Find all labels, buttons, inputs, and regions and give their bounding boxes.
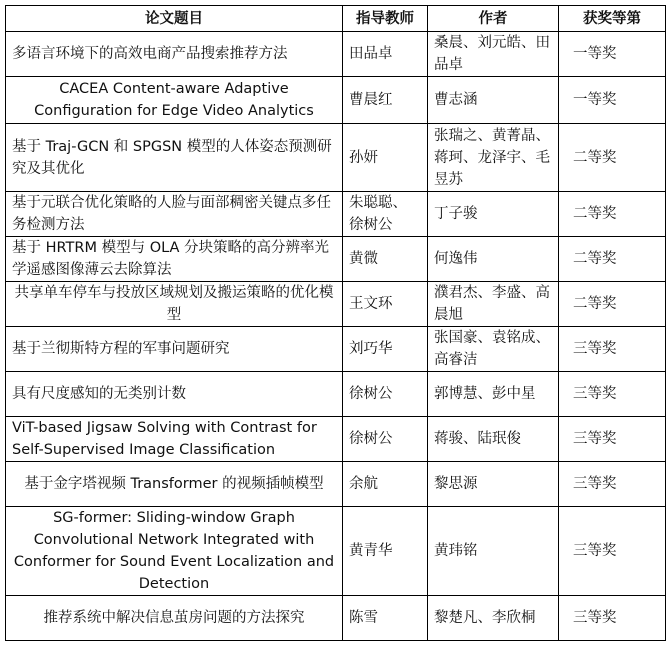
authors-cell: 丁子骏 (428, 192, 559, 237)
paper-title-cell: 推荐系统中解决信息茧房问题的方法探究 (6, 596, 343, 641)
authors-cell: 濮君杰、李盛、高晨旭 (428, 282, 559, 327)
authors-cell: 张国豪、袁铭成、高睿洁 (428, 327, 559, 372)
award-cell: 二等奖 (559, 282, 666, 327)
paper-title-cell: 基于元联合优化策略的人脸与面部稠密关键点多任务检测方法 (6, 192, 343, 237)
authors-cell: 桑晨、刘元皓、田品卓 (428, 32, 559, 77)
advisor-cell: 黄微 (343, 237, 428, 282)
table-row (6, 282, 666, 327)
advisor-cell: 徐树公 (343, 417, 428, 462)
table-row (6, 192, 666, 237)
advisor-cell: 徐树公 (343, 372, 428, 417)
table-row (6, 124, 666, 192)
advisor-cell: 朱聪聪、徐树公 (343, 192, 428, 237)
table-row (6, 237, 666, 282)
table-row (6, 417, 666, 462)
paper-title-cell: 共享单车停车与投放区域规划及搬运策略的优化模型 (6, 282, 343, 327)
authors-cell: 曹志涵 (428, 77, 559, 124)
advisor-cell: 陈雪 (343, 596, 428, 641)
award-cell: 三等奖 (559, 417, 666, 462)
award-cell: 二等奖 (559, 124, 666, 192)
table-row (6, 596, 666, 641)
paper-title-cell: SG-former: Sliding-window Graph Convolutional Network Integrated with Conformer for Sound Event Localization and Detection (6, 507, 343, 596)
header-award: 获奖等第 (559, 6, 666, 32)
authors-cell: 何逸伟 (428, 237, 559, 282)
award-cell: 二等奖 (559, 192, 666, 237)
advisor-cell: 刘巧华 (343, 327, 428, 372)
award-cell: 三等奖 (559, 462, 666, 507)
advisor-cell: 田品卓 (343, 32, 428, 77)
paper-title-cell: 基于 Traj-GCN 和 SPGSN 模型的人体姿态预测研究及其优化 (6, 124, 343, 192)
authors-cell: 郭博慧、彭中星 (428, 372, 559, 417)
award-cell: 三等奖 (559, 372, 666, 417)
advisor-cell: 黄青华 (343, 507, 428, 596)
table-row (6, 507, 666, 596)
paper-title-cell: 多语言环境下的高效电商产品搜索推荐方法 (6, 32, 343, 77)
paper-title-cell: 基于金字塔视频 Transformer 的视频插帧模型 (6, 462, 343, 507)
header-advisor: 指导教师 (343, 6, 428, 32)
paper-title-cell: ViT-based Jigsaw Solving with Contrast for Self-Supervised Image Classification (6, 417, 343, 462)
authors-cell: 张瑞之、黄菁晶、蒋珂、龙泽宇、毛昱苏 (428, 124, 559, 192)
header-authors: 作者 (428, 6, 559, 32)
table-row (6, 327, 666, 372)
table-body (6, 32, 666, 641)
table-row (6, 77, 666, 124)
paper-title-cell: 具有尺度感知的无类别计数 (6, 372, 343, 417)
header-title: 论文题目 (6, 6, 343, 32)
table-row (6, 372, 666, 417)
authors-cell: 黎思源 (428, 462, 559, 507)
paper-title-cell: CACEA Content-aware Adaptive Configuration for Edge Video Analytics (6, 77, 343, 124)
table-row (6, 32, 666, 77)
award-cell: 一等奖 (559, 77, 666, 124)
award-cell: 三等奖 (559, 327, 666, 372)
award-cell: 一等奖 (559, 32, 666, 77)
paper-title-cell: 基于 HRTRM 模型与 OLA 分块策略的高分辨率光学遥感图像薄云去除算法 (6, 237, 343, 282)
authors-cell: 黎楚凡、李欣桐 (428, 596, 559, 641)
advisor-cell: 余航 (343, 462, 428, 507)
advisor-cell: 曹晨红 (343, 77, 428, 124)
award-cell: 二等奖 (559, 237, 666, 282)
advisor-cell: 王文环 (343, 282, 428, 327)
award-cell: 三等奖 (559, 596, 666, 641)
table-row (6, 462, 666, 507)
awards-table (5, 5, 666, 641)
paper-title-cell: 基于兰彻斯特方程的军事问题研究 (6, 327, 343, 372)
authors-cell: 蒋骏、陆珉俊 (428, 417, 559, 462)
advisor-cell: 孙妍 (343, 124, 428, 192)
award-cell: 三等奖 (559, 507, 666, 596)
authors-cell: 黄玮铭 (428, 507, 559, 596)
header-row (6, 6, 666, 32)
